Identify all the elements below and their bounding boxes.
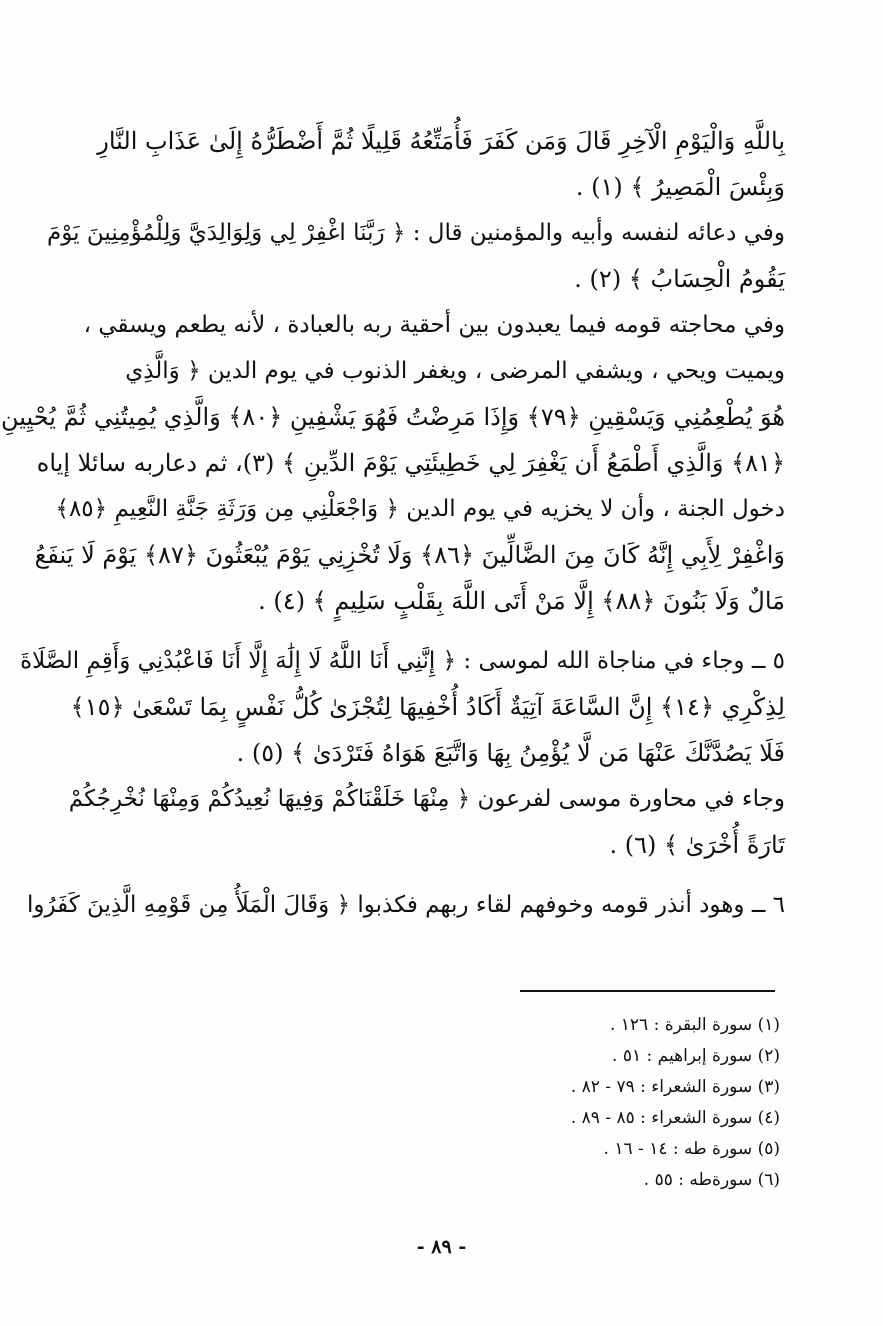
body-line: هُوَ يُطْعِمُنِي وَيَسْقِينِ ﴿٧٩﴾ وَإِذَا مَرِضْتُ فَهُوَ يَشْفِينِ ﴿٨٠﴾ وَالَّذِي يُمِيتُنِي ثُمَّ يُحْيِينِ — [1, 403, 785, 431]
body-line: وَبِئْسَ الْمَصِيرُ ﴾ (١) . — [575, 173, 785, 201]
footnote: (١) سورة البقرة : ١٢٦ . — [609, 1015, 780, 1035]
body-line: ٦ ــ وهود أنذر قومه وخوفهم لقاء ربهم فكذبوا ﴿ وَقَالَ الْمَلَأُ مِن قَوْمِهِ الَّذِينَ كَفَرُوا — [26, 892, 785, 918]
body-line: مَالٌ وَلَا بَنُونَ ﴿٨٨﴾ إِلَّا مَنْ أَتَى اللَّهَ بِقَلْبٍ سَلِيمٍ ﴾ (٤) . — [258, 587, 785, 615]
body-line: دخول الجنة ، وأن لا يخزيه في يوم الدين ﴿ وَاجْعَلْنِي مِن وَرَثَةِ جَنَّةِ النَّعِيمِ ﴿٨٥﴾ — [55, 496, 785, 522]
paragraph-gap — [95, 868, 785, 882]
footnote: (٦) سورةطه : ٥٥ . — [643, 1170, 780, 1190]
body-line: وَاغْفِرْ لِأَبِي إِنَّهُ كَانَ مِنَ الضَّالِّينَ ﴿٨٦﴾ وَلَا تُخْزِنِي يَوْمَ يُبْعَثُونَ ﴿٨٧﴾ يَوْمَ لَا يَنفَعُ — [34, 541, 785, 569]
body-line: وجاء في محاورة موسى لفرعون ﴿ مِنْهَا خَلَقْنَاكُمْ وَفِيهَا نُعِيدُكُمْ وَمِنْهَا نُخْرِجُكُمْ — [68, 786, 785, 812]
body-line: يَقُومُ الْحِسَابُ ﴾ (٢) . — [574, 265, 785, 293]
footnote-divider — [520, 990, 775, 992]
body-line: ٥ ــ وجاء في مناجاة الله لموسى : ﴿ إِنَّنِي أَنَا اللَّهُ لَا إِلَٰهَ إِلَّا أَنَا فَاعْبُدْنِي وَأَقِمِ الصَّلَاةَ — [20, 648, 785, 674]
body-line: وفي دعائه لنفسه وأبيه والمؤمنين قال : ﴿ رَبَّنَا اغْفِرْ لِي وَلِوَالِدَيَّ وَلِلْمُؤْمِنِينَ يَوْمَ — [47, 220, 785, 246]
body-line: بِاللَّهِ وَالْيَوْمِ الْآخِرِ قَالَ وَمَن كَفَرَ فَأُمَتِّعُهُ قَلِيلًا ثُمَّ أَضْطَرُّهُ إِلَىٰ عَذَابِ النَّارِ — [97, 127, 785, 155]
footnote: (٣) سورة الشعراء : ٧٩ - ٨٢ . — [570, 1077, 780, 1097]
body-line: وفي محاجته قومه فيما يعبدون بين أحقية ربه بالعبادة ، لأنه يطعم ويسقي ، — [83, 312, 785, 338]
footnote: (٤) سورة الشعراء : ٨٥ - ٨٩ . — [570, 1108, 780, 1128]
paragraph-gap — [95, 624, 785, 638]
body-line: ﴿٨١﴾ وَالَّذِي أَطْمَعُ أَن يَغْفِرَ لِي خَطِيئَتِي يَوْمَ الدِّينِ ﴾ (٣)، ثم دعاربه سائلا إياه — [36, 449, 785, 477]
body-text — [1, 118, 785, 928]
footnote: (٥) سورة طه : ١٤ - ١٦ . — [603, 1139, 780, 1159]
body-line: ويميت ويحي ، ويشفي المرضى ، ويغفر الذنوب في يوم الدين ﴿ وَالَّذِي — [125, 358, 785, 384]
footnotes — [480, 1010, 780, 1196]
page-number: - ٨٩ - — [416, 1236, 467, 1258]
body-line: تَارَةً أُخْرَىٰ ﴾ (٦) . — [609, 831, 785, 859]
footnote: (٢) سورة إبراهيم : ٥١ . — [612, 1046, 780, 1066]
body-line: فَلَا يَصُدَّنَّكَ عَنْهَا مَن لَّا يُؤْمِنُ بِهَا وَاتَّبَعَ هَوَاهُ فَتَرْدَىٰ ﴾ (٥) . — [236, 739, 785, 767]
body-line: لِذِكْرِي ﴿١٤﴾ إِنَّ السَّاعَةَ آتِيَةٌ أَكَادُ أُخْفِيهَا لِتُجْزَىٰ كُلُّ نَفْسٍ بِمَا تَسْعَىٰ ﴿١٥﴾ — [70, 693, 785, 721]
